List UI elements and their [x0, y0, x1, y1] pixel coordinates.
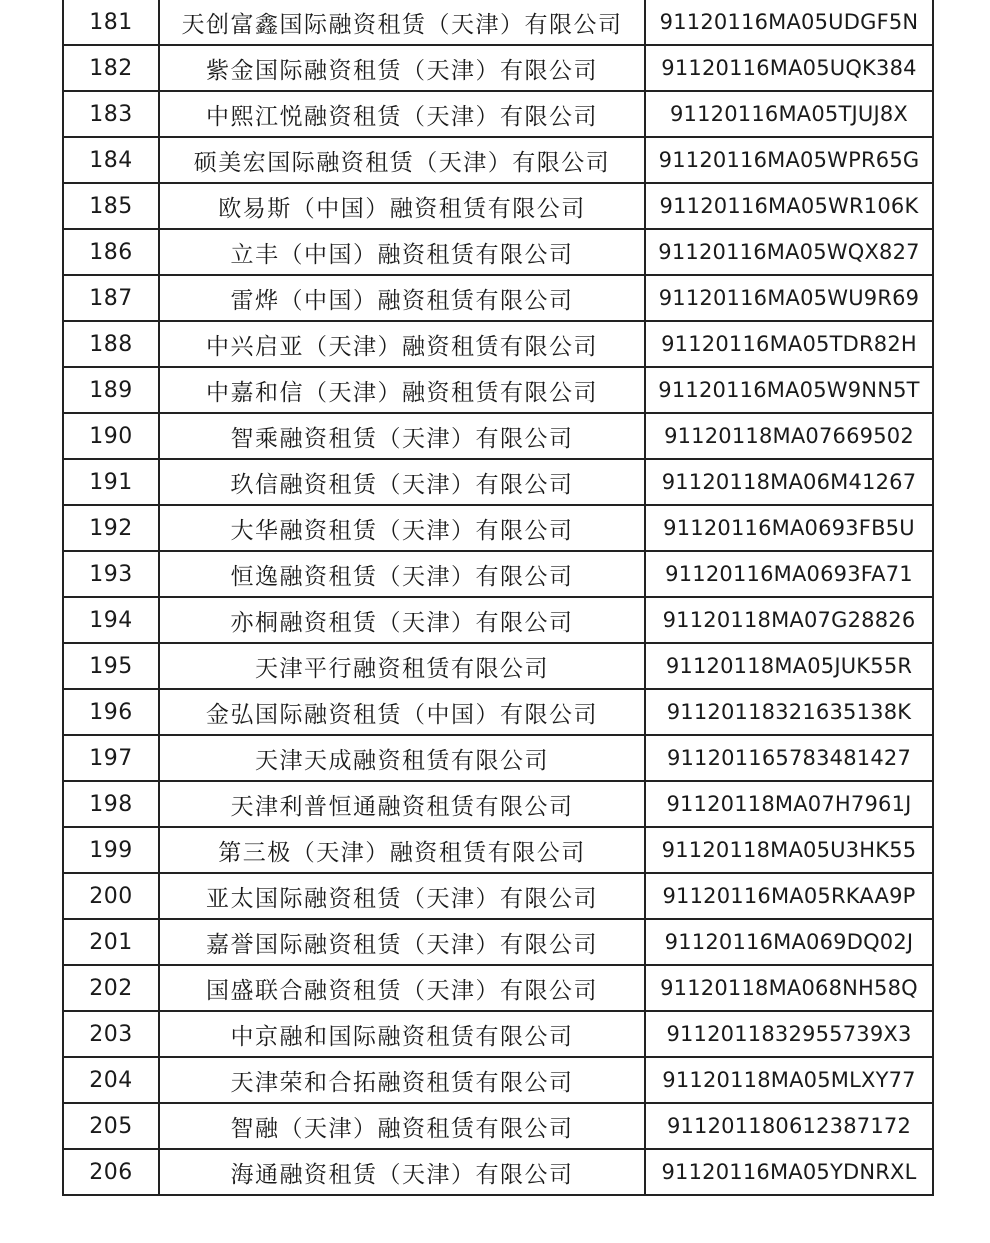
credit-code-cell: 91120118MA07H7961J: [645, 781, 933, 827]
credit-code-cell: 91120118MA068NH58Q: [645, 965, 933, 1011]
row-number-cell: 188: [63, 321, 159, 367]
credit-code-cell: 91120118MA05MLXY77: [645, 1057, 933, 1103]
table-row: [63, 1011, 933, 1057]
credit-code-cell: 91120116MA069DQ02J: [645, 919, 933, 965]
row-number-cell: 206: [63, 1149, 159, 1195]
table-row: [63, 91, 933, 137]
row-number-cell: 189: [63, 367, 159, 413]
company-name-cell: 天津平行融资租赁有限公司: [159, 643, 645, 689]
credit-code-cell: 91120118321635138K: [645, 689, 933, 735]
credit-code-cell: 91120116MA0693FB5U: [645, 505, 933, 551]
company-name-cell: 欧易斯（中国）融资租赁有限公司: [159, 183, 645, 229]
table-row: [63, 1103, 933, 1149]
row-number-cell: 203: [63, 1011, 159, 1057]
credit-code-cell: 91120116MA05YDNRXL: [645, 1149, 933, 1195]
row-number-cell: 192: [63, 505, 159, 551]
credit-code-cell: 91120118MA05JUK55R: [645, 643, 933, 689]
company-name-cell: 第三极（天津）融资租赁有限公司: [159, 827, 645, 873]
credit-code-cell: 91120116MA05UQK384: [645, 45, 933, 91]
credit-code-cell: 9112011832955739X3: [645, 1011, 933, 1057]
table-row: [63, 735, 933, 781]
credit-code-cell: 91120116MA05TDR82H: [645, 321, 933, 367]
row-number-cell: 200: [63, 873, 159, 919]
credit-code-cell: 91120118MA06M41267: [645, 459, 933, 505]
table-row: [63, 689, 933, 735]
row-number-cell: 198: [63, 781, 159, 827]
company-name-cell: 亦桐融资租赁（天津）有限公司: [159, 597, 645, 643]
table-row: [63, 413, 933, 459]
row-number-cell: 182: [63, 45, 159, 91]
row-number-cell: 202: [63, 965, 159, 1011]
table-row: [63, 137, 933, 183]
table-row: [63, 1149, 933, 1195]
company-name-cell: 天津天成融资租赁有限公司: [159, 735, 645, 781]
row-number-cell: 187: [63, 275, 159, 321]
table-row: [63, 459, 933, 505]
company-name-cell: 中京融和国际融资租赁有限公司: [159, 1011, 645, 1057]
credit-code-cell: 91120116MA05WR106K: [645, 183, 933, 229]
table-row: [63, 965, 933, 1011]
table-row: [63, 275, 933, 321]
row-number-cell: 184: [63, 137, 159, 183]
company-name-cell: 海通融资租赁（天津）有限公司: [159, 1149, 645, 1195]
table-row: [63, 827, 933, 873]
table-row: [63, 321, 933, 367]
company-name-cell: 天津利普恒通融资租赁有限公司: [159, 781, 645, 827]
table-row: [63, 0, 933, 45]
row-number-cell: 204: [63, 1057, 159, 1103]
company-name-cell: 嘉誉国际融资租赁（天津）有限公司: [159, 919, 645, 965]
company-name-cell: 紫金国际融资租赁（天津）有限公司: [159, 45, 645, 91]
credit-code-cell: 91120116MA0693FA71: [645, 551, 933, 597]
credit-code-cell: 91120116MA05TJUJ8X: [645, 91, 933, 137]
row-number-cell: 196: [63, 689, 159, 735]
company-name-cell: 国盛联合融资租赁（天津）有限公司: [159, 965, 645, 1011]
table-row: [63, 781, 933, 827]
credit-code-cell: 91120118MA07669502: [645, 413, 933, 459]
company-name-cell: 天津荣和合拓融资租赁有限公司: [159, 1057, 645, 1103]
credit-code-cell: 91120116MA05WU9R69: [645, 275, 933, 321]
row-number-cell: 193: [63, 551, 159, 597]
table-row: [63, 45, 933, 91]
credit-code-cell: 911201165783481427: [645, 735, 933, 781]
row-number-cell: 195: [63, 643, 159, 689]
company-name-cell: 玖信融资租赁（天津）有限公司: [159, 459, 645, 505]
row-number-cell: 205: [63, 1103, 159, 1149]
company-name-cell: 大华融资租赁（天津）有限公司: [159, 505, 645, 551]
company-name-cell: 智融（天津）融资租赁有限公司: [159, 1103, 645, 1149]
company-name-cell: 雷烨（中国）融资租赁有限公司: [159, 275, 645, 321]
table-row: [63, 229, 933, 275]
credit-code-cell: 91120118MA05U3HK55: [645, 827, 933, 873]
credit-code-cell: 91120116MA05WPR65G: [645, 137, 933, 183]
company-name-cell: 智乘融资租赁（天津）有限公司: [159, 413, 645, 459]
row-number-cell: 201: [63, 919, 159, 965]
company-name-cell: 中兴启亚（天津）融资租赁有限公司: [159, 321, 645, 367]
credit-code-cell: 91120116MA05W9NN5T: [645, 367, 933, 413]
row-number-cell: 181: [63, 0, 159, 45]
company-name-cell: 硕美宏国际融资租赁（天津）有限公司: [159, 137, 645, 183]
company-name-cell: 亚太国际融资租赁（天津）有限公司: [159, 873, 645, 919]
row-number-cell: 191: [63, 459, 159, 505]
company-name-cell: 立丰（中国）融资租赁有限公司: [159, 229, 645, 275]
credit-code-cell: 911201180612387172: [645, 1103, 933, 1149]
table-row: [63, 551, 933, 597]
leasing-company-registry-table: [62, 0, 934, 1196]
table-row: [63, 183, 933, 229]
credit-code-cell: 91120116MA05WQX827: [645, 229, 933, 275]
row-number-cell: 194: [63, 597, 159, 643]
table-row: [63, 1057, 933, 1103]
row-number-cell: 186: [63, 229, 159, 275]
table-row: [63, 367, 933, 413]
row-number-cell: 185: [63, 183, 159, 229]
company-name-cell: 天创富鑫国际融资租赁（天津）有限公司: [159, 0, 645, 45]
credit-code-cell: 91120116MA05RKAA9P: [645, 873, 933, 919]
table-row: [63, 873, 933, 919]
credit-code-cell: 91120116MA05UDGF5N: [645, 0, 933, 45]
row-number-cell: 199: [63, 827, 159, 873]
company-name-cell: 中熙江悦融资租赁（天津）有限公司: [159, 91, 645, 137]
row-number-cell: 183: [63, 91, 159, 137]
company-name-cell: 中嘉和信（天津）融资租赁有限公司: [159, 367, 645, 413]
row-number-cell: 190: [63, 413, 159, 459]
row-number-cell: 197: [63, 735, 159, 781]
credit-code-cell: 91120118MA07G28826: [645, 597, 933, 643]
company-name-cell: 恒逸融资租赁（天津）有限公司: [159, 551, 645, 597]
table-row: [63, 505, 933, 551]
table-row: [63, 597, 933, 643]
table-row: [63, 919, 933, 965]
table-row: [63, 643, 933, 689]
company-name-cell: 金弘国际融资租赁（中国）有限公司: [159, 689, 645, 735]
registry-table-body: [63, 0, 933, 1195]
